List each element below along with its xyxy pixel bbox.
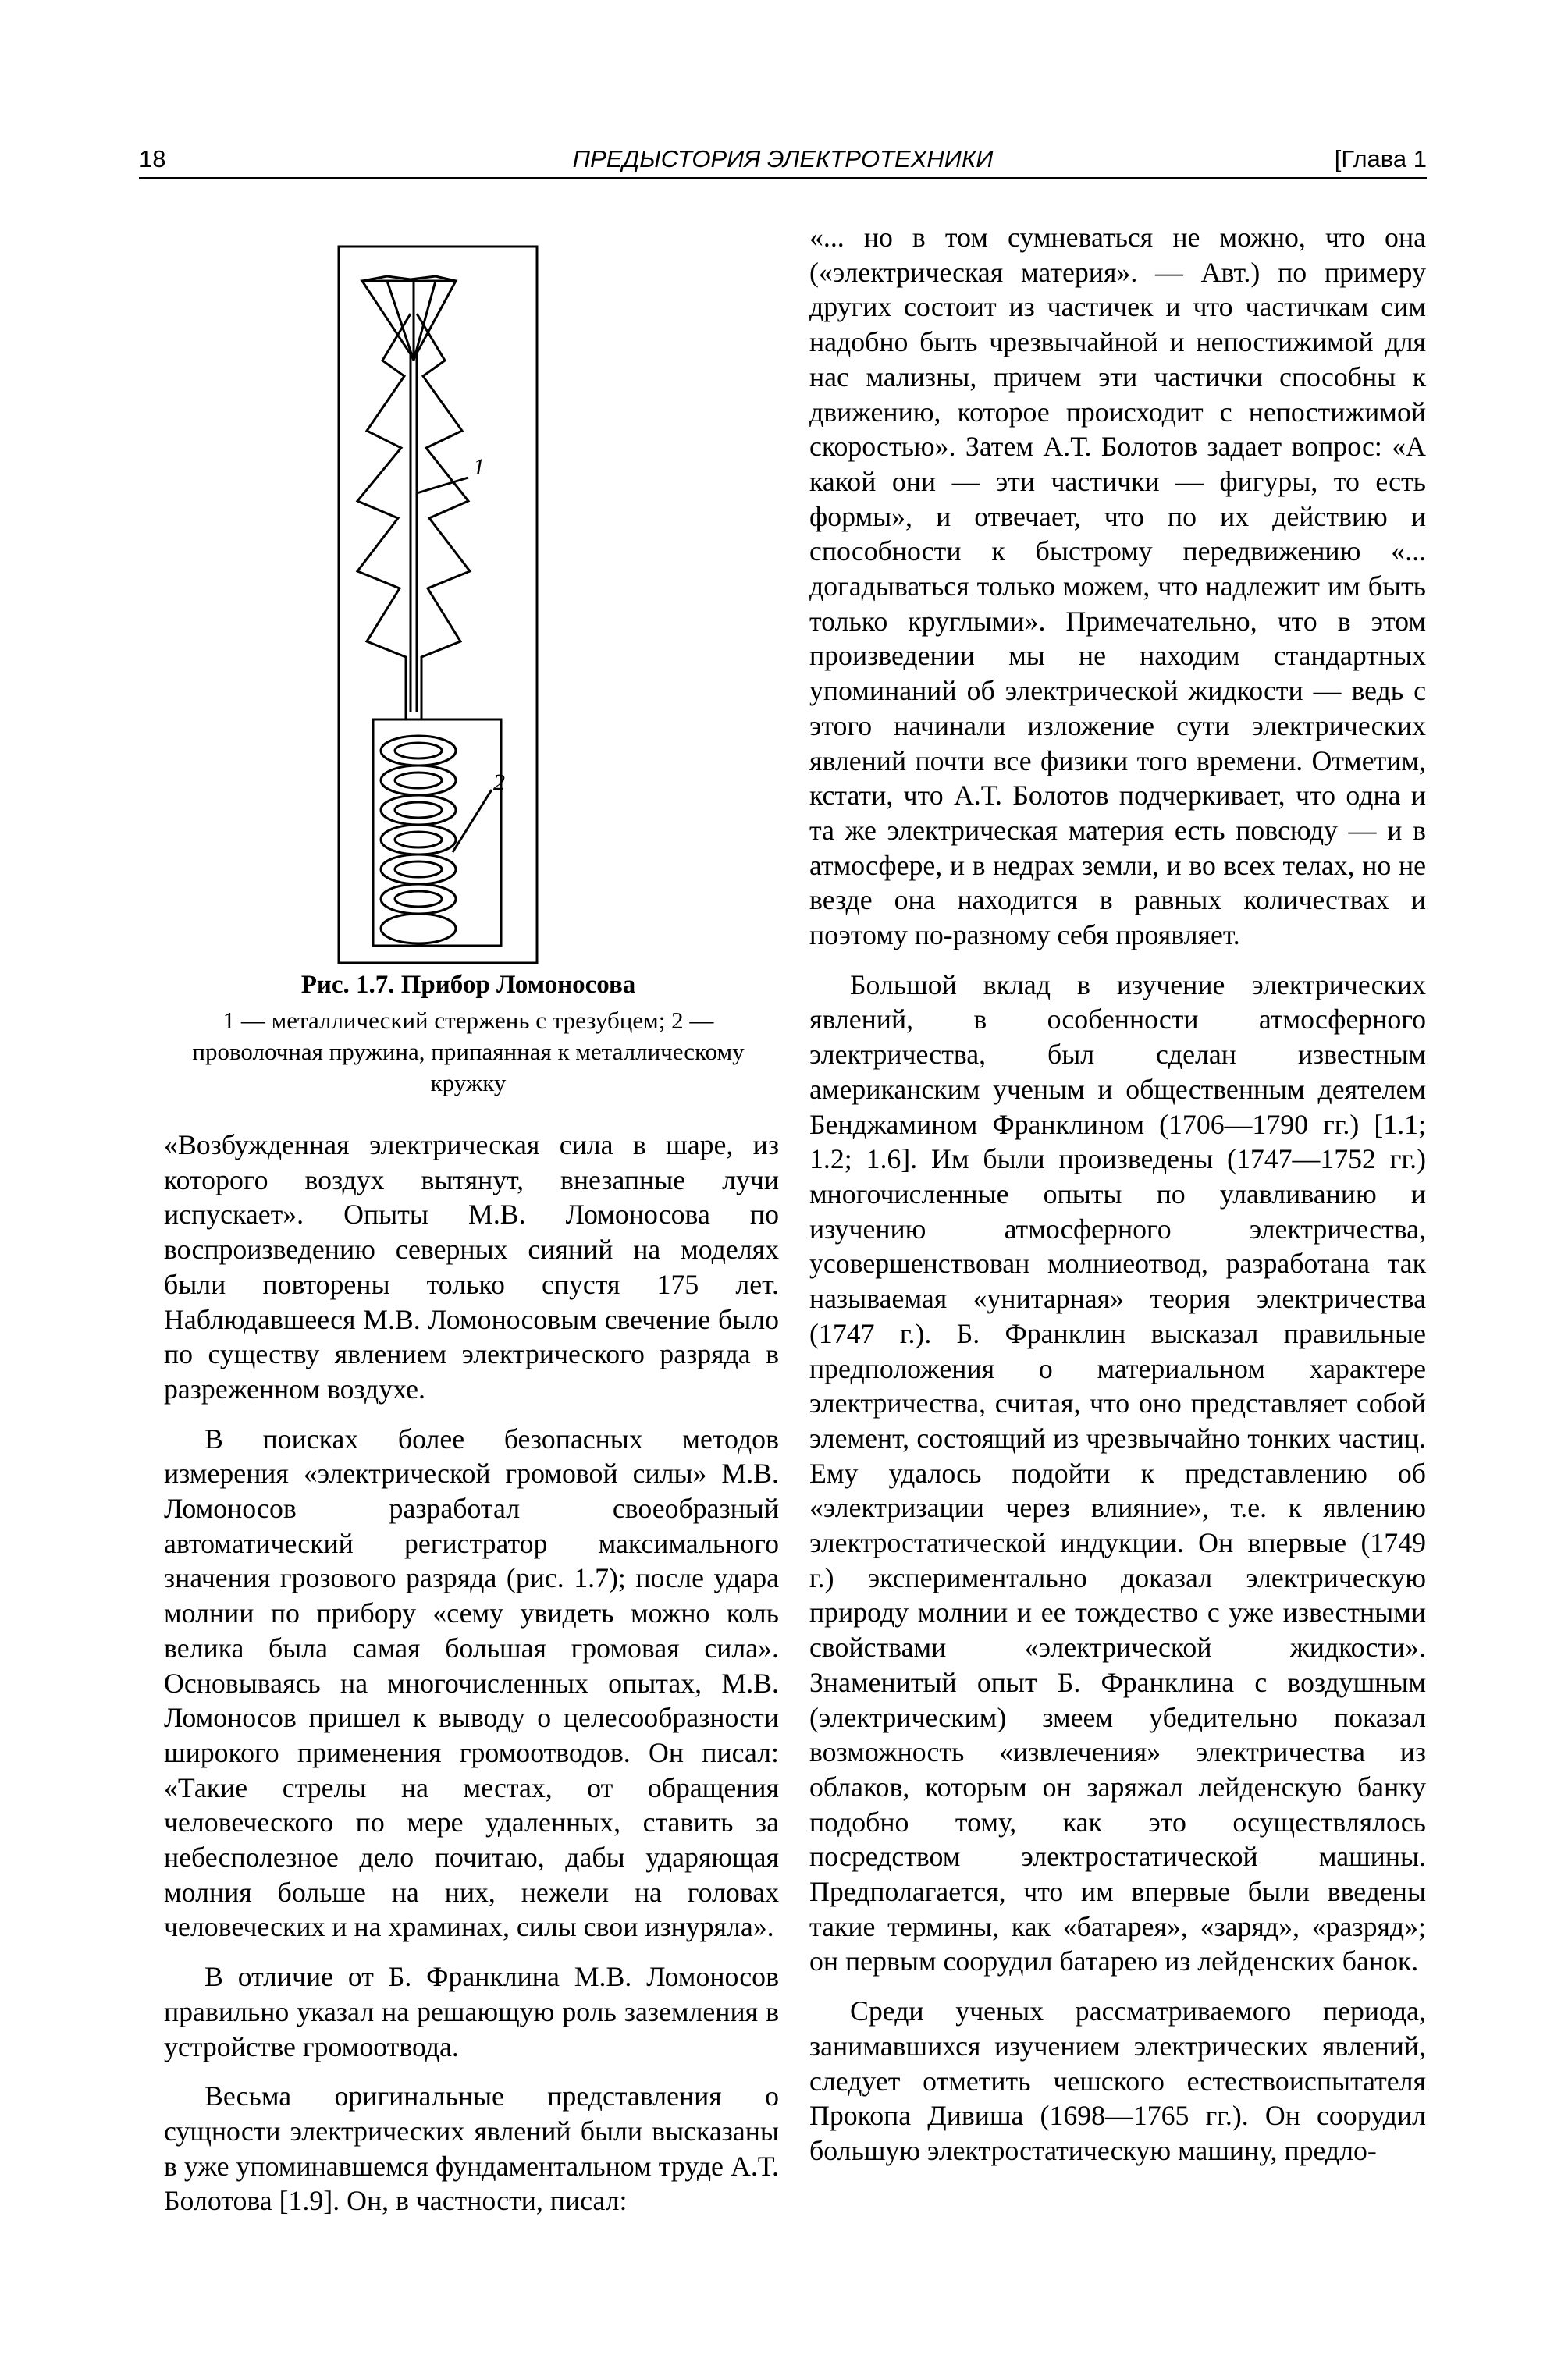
paragraph: В поисках более безопасных методов измерения «электрической громовой силы» М.В. Ломоносов разработал своеобразный автоматический регистратор максимального значения грозового разряда (рис. 1.7); после удара молнии по прибору «сему увидеть можно коль велика была самая большая громовая сила». Основываясь на многочисленных опытах, М.В. Ломоносов пришел к выводу о целесообразности широкого применения громоотводов. Он писал: «Такие стрелы на местах, от обращения человеческого по мере удаленных, ставить за небесполезное дело почитаю, дабы ударяющая молния больше на них, нежели на головах человеческих и на храминах, силы свои изнуряла». [164,1423,779,1943]
label-2: 2 [493,769,505,795]
figure-lomonosov-device [336,243,540,966]
device-drawing [336,243,540,966]
paragraph: В отличие от Б. Франклина М.В. Ломоносов правильно указал на решающую роль заземления в устройстве громоотвода. [164,1961,779,2062]
figure-caption [160,969,777,1099]
caption-title: Рис. 1.7. Прибор Ломоносова [300,971,636,999]
paragraph: Большой вклад в изучение электрических явлений, в особенности атмосферного электричества, был сделан известным американским ученым и общественным деятелем Бенджамином Франклином (1706—1790 гг.) [1.1; 1.2; 1.6]. Им были произведены (1747—1752 гг.) многочисленные опыты по улавливанию и изучению атмосферного электричества, усовершенствован молниеотвод, разработана так называемая «унитарная» теория электричества (1747 г.). Б. Франклин высказал правильные предположения о материальном характере электричества, считая, что оно представляет собой элемент, состоящий из чрезвычайно тонких частиц. Ему удалось подойти к представлению об «электризации через влияние», т.е. к явлению электростатической индукции. Он впервые (1749 г.) экспериментально доказал электрическую природу молнии и ее тождество с уже известными свойствами «электрической жидкости». Знаменитый опыт Б. Франклина с воздушным (электрическим) змеем убедительно показал возможность «извлечения» электричества из облаков, которым он заряжал лейденскую банку подобно тому, как это осуществлялось посредством электростатической машины. Предполагается, что им впервые были введены такие термины, как «батарея», «заряд», «разряд»; он первым соорудил батарею из лейденских банок. [809,968,1426,1977]
header-rule [139,177,1427,179]
label-1: 1 [473,454,485,480]
paragraph: «Возбужденная электрическая сила в шаре, из которого воздух вытянут, внезапные лучи испускает». Опыты М.В. Ломоносова по воспроизведению северных сияний на моделях были повторены только спустя 175 лет. Наблюдавшееся М.В. Ломоносовым свечение было по существу явлением электрического разряда в разреженном воздухе. [164,1129,779,1405]
wire-spring [381,736,456,943]
chapter-label: [Глава 1 [1334,145,1427,172]
paragraph: «... но в том сумневаться не можно, что она («электрическая материя». — Авт.) по примеру других состоит из частичек и что частичкам сим надобно быть чрезвычайной и непостижимой для нас мализны, причем эти частички способны к движению, которое происходит с непостижимой скоростью». Затем А.Т. Болотов задает вопрос: «А какой они — эти частички — фигуры, то есть формы», и отвечает, что по их действию и способности к быстрому передвижению «... догадываться только можем, что надлежит им быть только круглыми». Примечательно, что в этом произведении мы не находим стандартных упоминаний об электрической жидкости — ведь с этого начинали изложение сути электрических явлений почти все физики того времени. Отметим, кстати, что А.Т. Болотов подчеркивает, что одна и та же электрическая материя есть повсюду — и в атмосфере, и в недрах земли, и во всех телах, но не везде она находится в равных количествах и поэтому по-разному себя проявляет. [809,222,1426,951]
left-column [164,1128,779,2218]
caption-text: 1 — металлический стержень с трезубцем; 2 — проволочная пружина, припаянная к металлическому кружку [192,1007,745,1096]
zigzag-left [357,314,411,719]
paragraph: Весьма оригинальные представления о сущности электрических явлений были высказаны в уже упоминавшемся фундаментальном труде А.Т. Болотова [1.9]. Он, в частности, писал: [164,2080,779,2217]
paragraph: Среди ученых рассматриваемого периода, занимавшихся изучением электрических явлений, следует отметить чешского естествоиспытателя Прокопа Дивиша (1698—1765 гг.). Он соорудил большую электростатическую машину, предло- [809,1995,1426,2166]
running-title: ПРЕДЫСТОРИЯ ЭЛЕКТРОТЕХНИКИ [572,145,994,172]
zigzag-right [417,314,470,719]
page-number: 18 [139,145,166,172]
right-column [809,220,1426,2169]
